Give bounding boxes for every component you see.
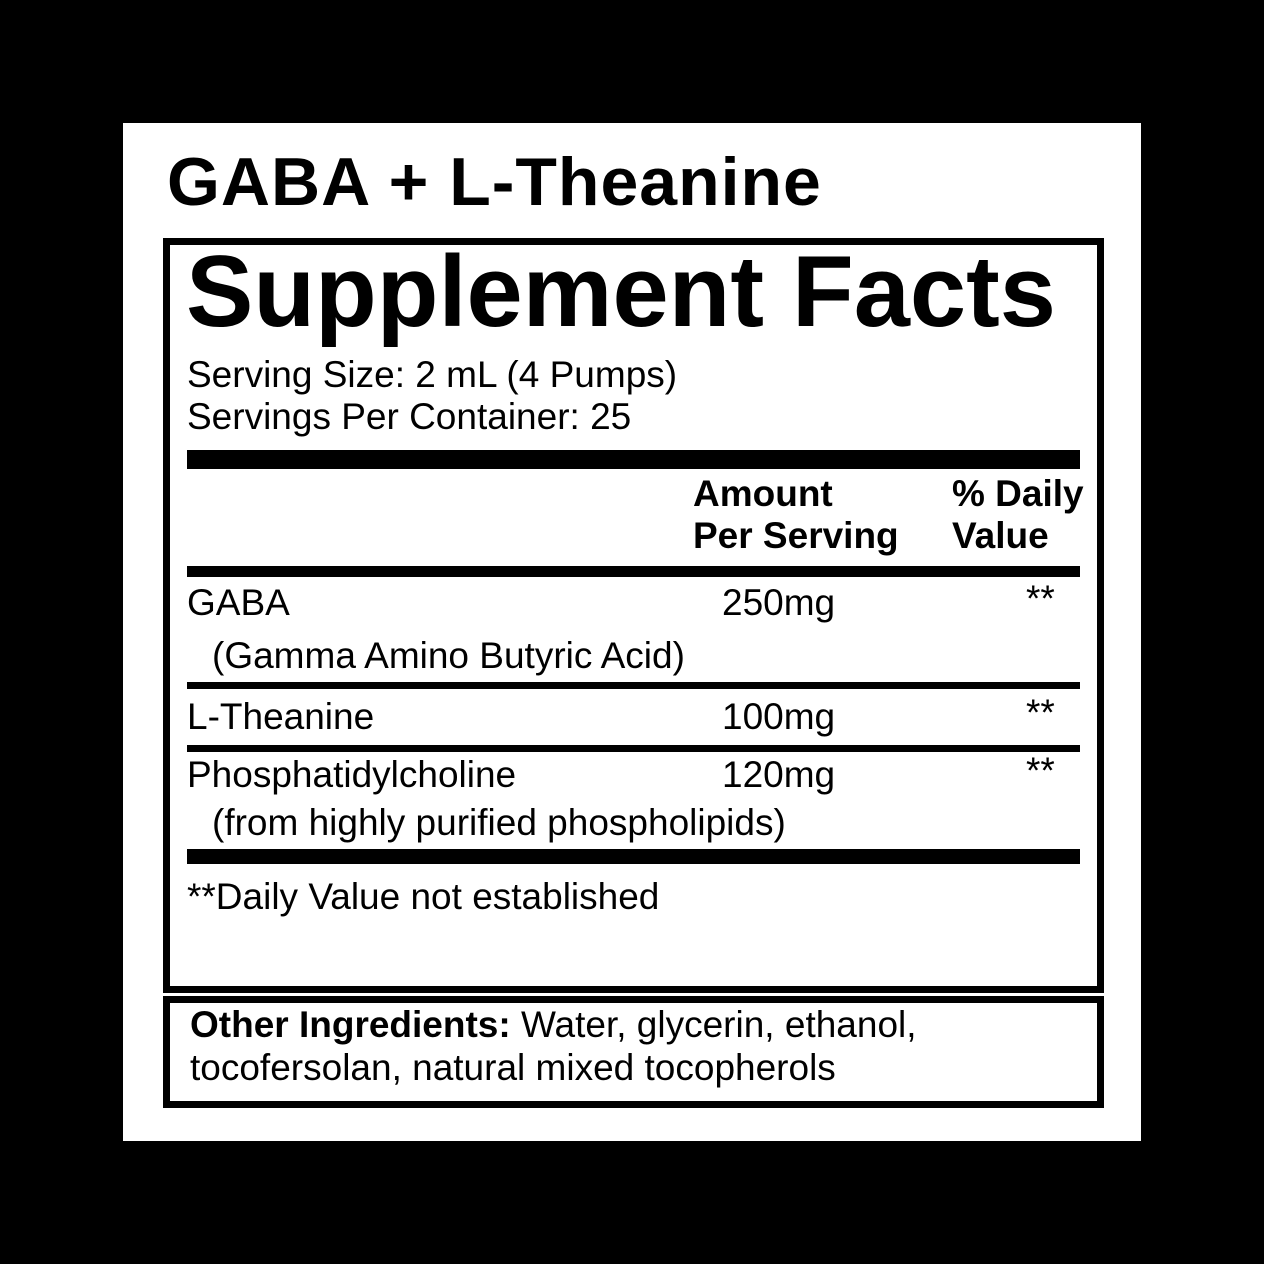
thick-divider-bottom [187, 849, 1080, 864]
ingredient-daily-value: ** [1026, 692, 1055, 733]
column-header-amount-line2: Per Serving [693, 515, 899, 556]
row-divider [187, 745, 1080, 752]
product-title: GABA + L-Theanine [167, 144, 822, 220]
ingredient-daily-value: ** [1026, 750, 1055, 791]
supplement-facts-heading: Supplement Facts [186, 236, 1056, 348]
thick-divider-top [187, 450, 1080, 469]
supplement-facts-panel [163, 238, 1104, 993]
column-header-dv-line2: Value [952, 515, 1049, 556]
column-header-daily-value [952, 473, 1084, 557]
ingredient-amount: 250mg [722, 582, 836, 623]
other-ingredients-text [190, 1003, 1077, 1089]
ingredient-detail: (Gamma Amino Butyric Acid) [212, 635, 685, 676]
other-ingredients-list: Water, glycerin, ethanol, tocofersolan, natural mixed tocopherols [190, 1004, 917, 1088]
ingredient-name: Phosphatidylcholine [187, 754, 517, 795]
ingredient-amount: 100mg [722, 696, 836, 737]
serving-size: Serving Size: 2 mL (4 Pumps) [187, 354, 678, 395]
column-header-amount-line1: Amount [693, 473, 833, 514]
ingredient-amount: 120mg [722, 754, 836, 795]
other-ingredients-panel [163, 996, 1104, 1108]
ingredient-daily-value: ** [1026, 578, 1055, 619]
row-divider [187, 682, 1080, 689]
ingredient-detail: (from highly purified phospholipids) [212, 802, 786, 843]
supplement-label [123, 123, 1141, 1141]
header-divider [187, 566, 1080, 577]
column-header-dv-line1: % Daily [952, 473, 1084, 514]
daily-value-note: **Daily Value not established [187, 876, 660, 917]
ingredient-name: GABA [187, 582, 290, 623]
other-ingredients-label: Other Ingredients: [190, 1004, 511, 1045]
servings-per-container: Servings Per Container: 25 [187, 396, 632, 437]
ingredient-name: L-Theanine [187, 696, 375, 737]
column-header-amount [693, 473, 899, 557]
